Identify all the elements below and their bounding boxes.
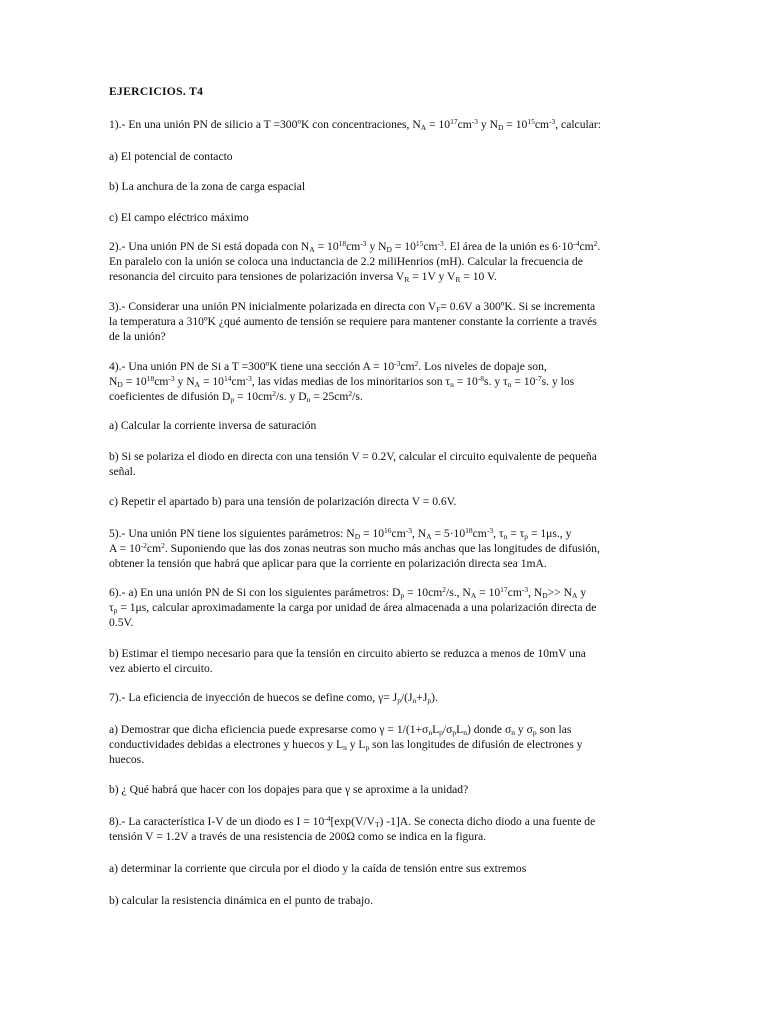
exercise-6-statement: 6).- a) En una unión PN de Si con los siguientes parámetros: $D_p = 10cm^2/s$., $N_A = 10^{17}cm^{-3}$, $N_D>> N_A$ y $\tau_p = 1\mu s$, calcular aproximadamente la carga por unidad de área almacenada a una polarización directa de 0.5V.	[109, 585, 597, 629]
exercise-5-statement: 5).- Una unión PN tiene los siguientes parámetros: $N_D = 10^{16}cm^{-3}$, $N_A = 5\cdot 10^{18}cm^{-3}$, $\tau_n = \tau_p = 1\mu s$., y $A = 10^{-2}cm^2$. Suponiendo que las dos zonas neutras son mucho más anchas que las longitudes de difusión, obtener la tensión que habrá que aplicar para que la corriente en polarización directa sea 1mA.	[109, 526, 600, 570]
exercise-6-part-b: b) Estimar el tiempo necesario para que la tensión en circuito abierto se reduzca a menos de 10mV una vez abierto el circuito.	[109, 647, 586, 675]
exercise-8-part-b: b) calcular la resistencia dinámica en el punto de trabajo.	[109, 894, 373, 907]
exercise-3-statement: 3).- Considerar una unión PN inicialmente polarizada en directa con $V_F= 0.6V$ a 300ºK. Si se incrementa la temperatura a 310ºK ¿qué aumento de tensión se requiere para mantener constante la corriente a través de la unión?	[109, 300, 597, 343]
exercise-4-part-b: b) Si se polariza el diodo en directa con una tensión V = 0.2V, calcular el circuito equivalente de pequeña señal.	[109, 450, 597, 478]
exercise-8-statement: 8).- La característica I-V de un diodo es $I = 10^{-4}[\exp(V/V_T)$ -1]A. Se conecta dicho diodo a una fuente de tensión V = 1.2V a través de una resistencia de 200Ω como se indica en la figura.	[109, 814, 596, 843]
exercise-7-part-a: a) Demostrar que dicha eficiencia puede expresarse como $\gamma = 1/(1+\sigma_nL_p/\sigma_pL_n)$ donde $\sigma_n$ y $\sigma_p$ son las conductividades debidas a electrones y huecos y $L_n$ y $L_p$ son las longitudes de difusión de electrones y huecos.	[109, 723, 583, 766]
exercise-4-part-a: a) Calcular la corriente inversa de saturación	[109, 419, 317, 432]
exercise-4-part-c: c) Repetir el apartado b) para una tensión de polarización directa V = 0.6V.	[109, 495, 457, 508]
exercise-7-statement: 7).- La eficiencia de inyección de huecos se define como, $\gamma= J_p/(J_n+J_p)$.	[109, 691, 438, 705]
exercise-1-part-c: c) El campo eléctrico máximo	[109, 211, 249, 224]
exercise-1-part-a: a) El potencial de contacto	[109, 150, 233, 163]
exercise-7-part-b: b) ¿ Qué habrá que hacer con los dopajes para que γ se aproxime a la unidad?	[109, 783, 469, 796]
exercise-1-statement: 1).- En una unión PN de silicio a T =300ºK con concentraciones, $N_A = 10^{17}cm^{-3}$ y $N_D = 10^{15}cm^{-3}$, calcular:	[109, 117, 601, 132]
exercise-2-statement: 2).- Una unión PN de Si está dopada con $N_A = 10^{18}cm^{-3}$ y $N_D = 10^{15}cm^{-3}$. El área de la unión es $6\cdot 10^{-4}cm^2$. En paralelo con la unión se coloca una inductancia de 2.2 miliHenrios (mH). Calcular la frecuencia de resonancia del circuito para tensiones de polarización inversa $V_R = 1V$ y $V_R = 10$ V.	[109, 239, 601, 284]
exercise-1-part-b: b) La anchura de la zona de carga espacial	[109, 180, 306, 193]
exercise-8-part-a: a) determinar la corriente que circula por el diodo y la caída de tensión entre sus extremos	[109, 862, 527, 875]
exercise-title: EJERCICIOS. T4	[109, 85, 204, 98]
exercise-4-statement: 4).- Una unión PN de Si a T =300ºK tiene una sección $A = 10^{-3}cm^2$. Los niveles de dopaje son, $N_D = 10^{18}cm^{-3}$ y $N_A = 10^{14}cm^{-3}$, las vidas medias de los minoritarios son $\tau_n = 10^{-8}s$. y $\tau_n = 10^{-7}s$. y los coeficientes de difusión $D_p = 10cm^2/s$. y $D_n = 25cm^2/s$.	[109, 359, 575, 404]
